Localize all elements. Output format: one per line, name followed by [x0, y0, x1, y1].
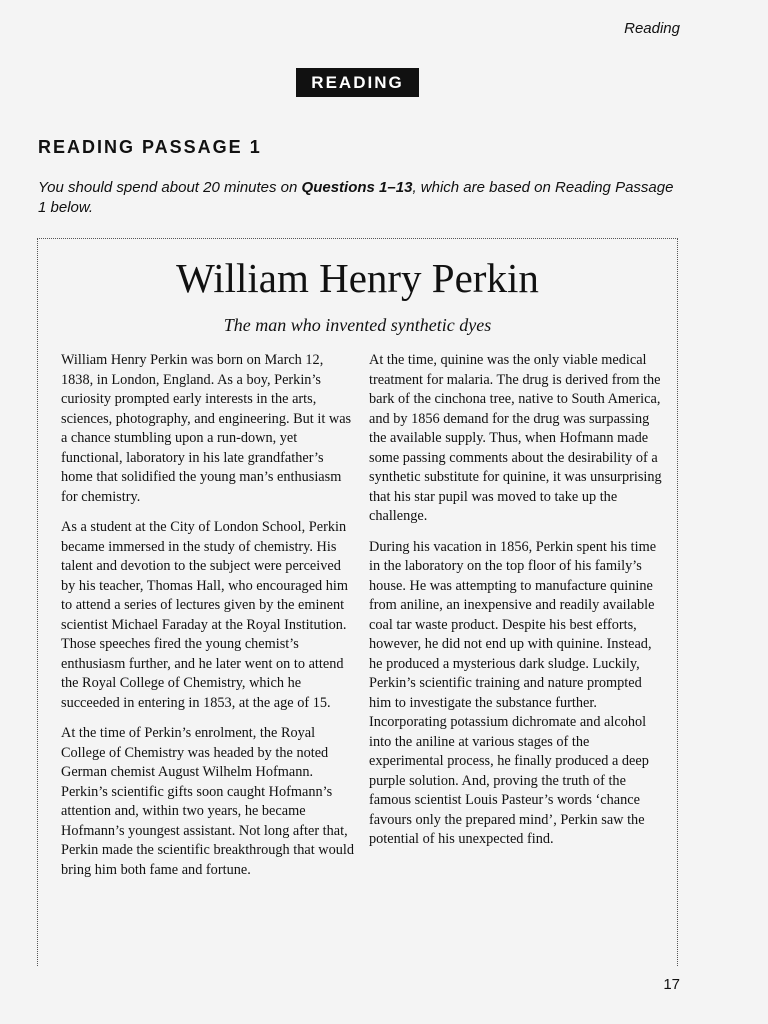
- paragraph: At the time, quinine was the only viable medical treatment for malaria. The drug is derived from the bark of the cinchona tree, native to South America, and by 1856 demand for the drug was surpassing the available supply. Thus, when Hofmann made some passing comments about the desirability of a synthetic substitute for quinine, it was unsurprising that his star pupil was moved to take up the challenge.: [369, 352, 662, 524]
- running-header: Reading: [624, 20, 680, 37]
- page-number: 17: [663, 976, 680, 993]
- instructions-text: You should spend about 20 minutes on: [38, 179, 302, 196]
- instructions-questions: Questions 1–13: [301, 179, 413, 196]
- paragraph: During his vacation in 1856, Perkin spent his time in the laboratory on the top floor of his family’s house. He was attempting to manufacture quinine from aniline, an inexpensive and readily available coal tar waste product. Despite his best efforts, however, he did not end up with quinine. Instead, he produced a mysterious dark sludge. Luckily, Perkin’s scientific training and nature prompted him to investigate the substance further. Incorporating potassium dichromate and alcohol into the aniline at various stages of the experimental process, he finally produced a deep purple solution. And, proving the truth of the famous scientist Louis Pasteur’s words ‘chance favours only the prepared mind’, Perkin saw the potential of his unexpected find.: [369, 538, 657, 847]
- instructions-text-end: , which are based on Reading Passage 1 below.: [38, 179, 674, 216]
- passage-heading: READING PASSAGE 1: [38, 137, 262, 157]
- article-subtitle: The man who invented synthetic dyes: [223, 315, 492, 335]
- paragraph: William Henry Perkin was born on March 12, 1838, in London, England. As a boy, Perkin’s curiosity prompted early interests in the arts, sciences, photography, and engineering. But it was a chance stumbling upon a run-down, yet functional, laboratory in his late grandfather’s home that solidified the young man’s enthusiasm for chemistry.: [61, 352, 352, 505]
- instructions: [38, 178, 678, 218]
- article-column-right: [369, 351, 665, 861]
- article-title: William Henry Perkin: [176, 255, 539, 301]
- article-column-left: [61, 351, 357, 891]
- section-label: READING: [296, 68, 419, 97]
- paragraph: As a student at the City of London School, Perkin became immersed in the study of chemistry. His talent and devotion to the subject were perceived by his teacher, Thomas Hall, who encouraged him to attend a series of lectures given by the eminent scientist Michael Faraday at the Royal Institution. Those speeches fired the young chemist’s enthusiasm further, and he later went on to attend the Royal College of Chemistry, which he succeeded in entering in 1853, at the age of 15.: [61, 519, 349, 711]
- paragraph: At the time of Perkin’s enrolment, the Royal College of Chemistry was headed by the noted German chemist August Wilhelm Hofmann. Perkin’s scientific gifts soon caught Hofmann’s attention and, within two years, he became Hofmann’s youngest assistant. Not long after that, Perkin made the scientific breakthrough that would bring him both fame and fortune.: [61, 725, 355, 878]
